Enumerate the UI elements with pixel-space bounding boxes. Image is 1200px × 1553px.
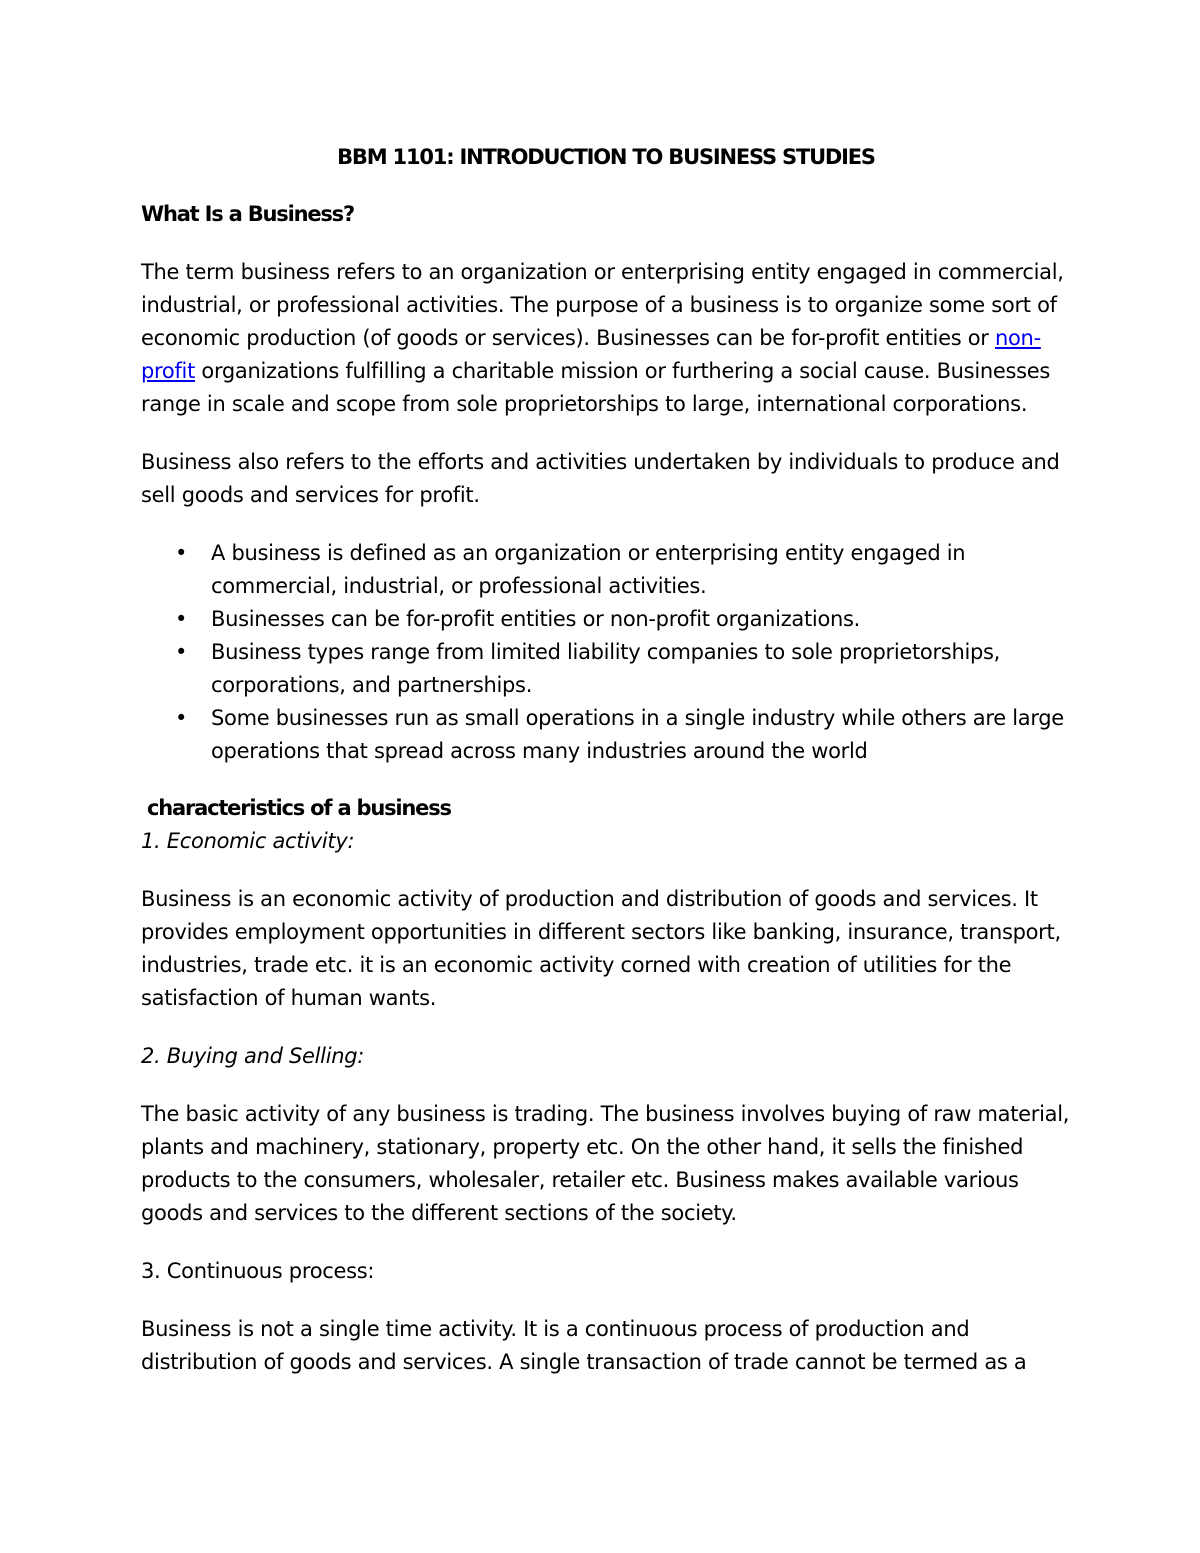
section-heading: What Is a Business?	[141, 202, 354, 226]
list-item	[141, 537, 1071, 603]
item-text-continuous-process: Business is not a single time activity. It is a continuous process of production and distribution of goods and services. A single transaction of trade cannot be termed as a	[141, 1317, 1027, 1374]
bullet-icon: •	[175, 541, 188, 565]
item-title-continuous-process: 3. Continuous process:	[141, 1259, 375, 1283]
paragraph-text: organizations fulfilling a charitable mission or furthering a social cause. Businesses range in scale and scope from sole proprietorships to large, international corporations.	[141, 359, 1051, 416]
list-item-text: Businesses can be for-profit entities or non-profit organizations.	[211, 607, 861, 631]
non-profit-link[interactable]: non-profit	[141, 326, 1041, 383]
list-item-text: Some businesses run as small operations in a single industry while others are large operations that spread across many industries around the world	[211, 706, 1064, 763]
list-item-text: Business types range from limited liability companies to sole proprietorships, corporations, and partnerships.	[211, 640, 1001, 697]
document-title: BBM 1101: INTRODUCTION TO BUSINESS STUDIES	[337, 145, 875, 169]
bullet-icon: •	[175, 640, 188, 664]
document-body	[141, 141, 1071, 1379]
item-title-economic-activity: 1. Economic activity:	[141, 829, 355, 853]
list-item	[141, 636, 1071, 702]
list-item	[141, 603, 1071, 636]
paragraph-definition	[141, 256, 1071, 421]
bullet-icon: •	[175, 607, 188, 631]
list-item	[141, 702, 1071, 768]
item-text-buying-selling: The basic activity of any business is trading. The business involves buying of raw material, plants and machinery, stationary, property etc. On the other hand, it sells the finished products to the consumers, wholesaler, retailer etc. Business makes available various goods and services to the different sections of the society.	[141, 1102, 1070, 1225]
item-title-buying-selling: 2. Buying and Selling:	[141, 1044, 365, 1068]
characteristics-heading: characteristics of a business	[147, 796, 451, 820]
bullet-icon: •	[175, 706, 188, 730]
item-text-economic-activity: Business is an economic activity of production and distribution of goods and services. It provides employment opportunities in different sectors like banking, insurance, transport, industries, trade etc. it is an economic activity corned with creation of utilities for the satisfaction of human wants.	[141, 887, 1061, 1010]
paragraph-efforts: Business also refers to the efforts and activities undertaken by individuals to produce and sell goods and services for profit.	[141, 450, 1060, 507]
bullet-list	[141, 537, 1071, 768]
list-item-text: A business is defined as an organization or enterprising entity engaged in commercial, industrial, or professional activities.	[211, 541, 966, 598]
paragraph-text: The term business refers to an organization or enterprising entity engaged in commercial, industrial, or professional activities. The purpose of a business is to organize some sort of economic production (of goods or services). Businesses can be for-profit entities or	[141, 260, 1064, 350]
